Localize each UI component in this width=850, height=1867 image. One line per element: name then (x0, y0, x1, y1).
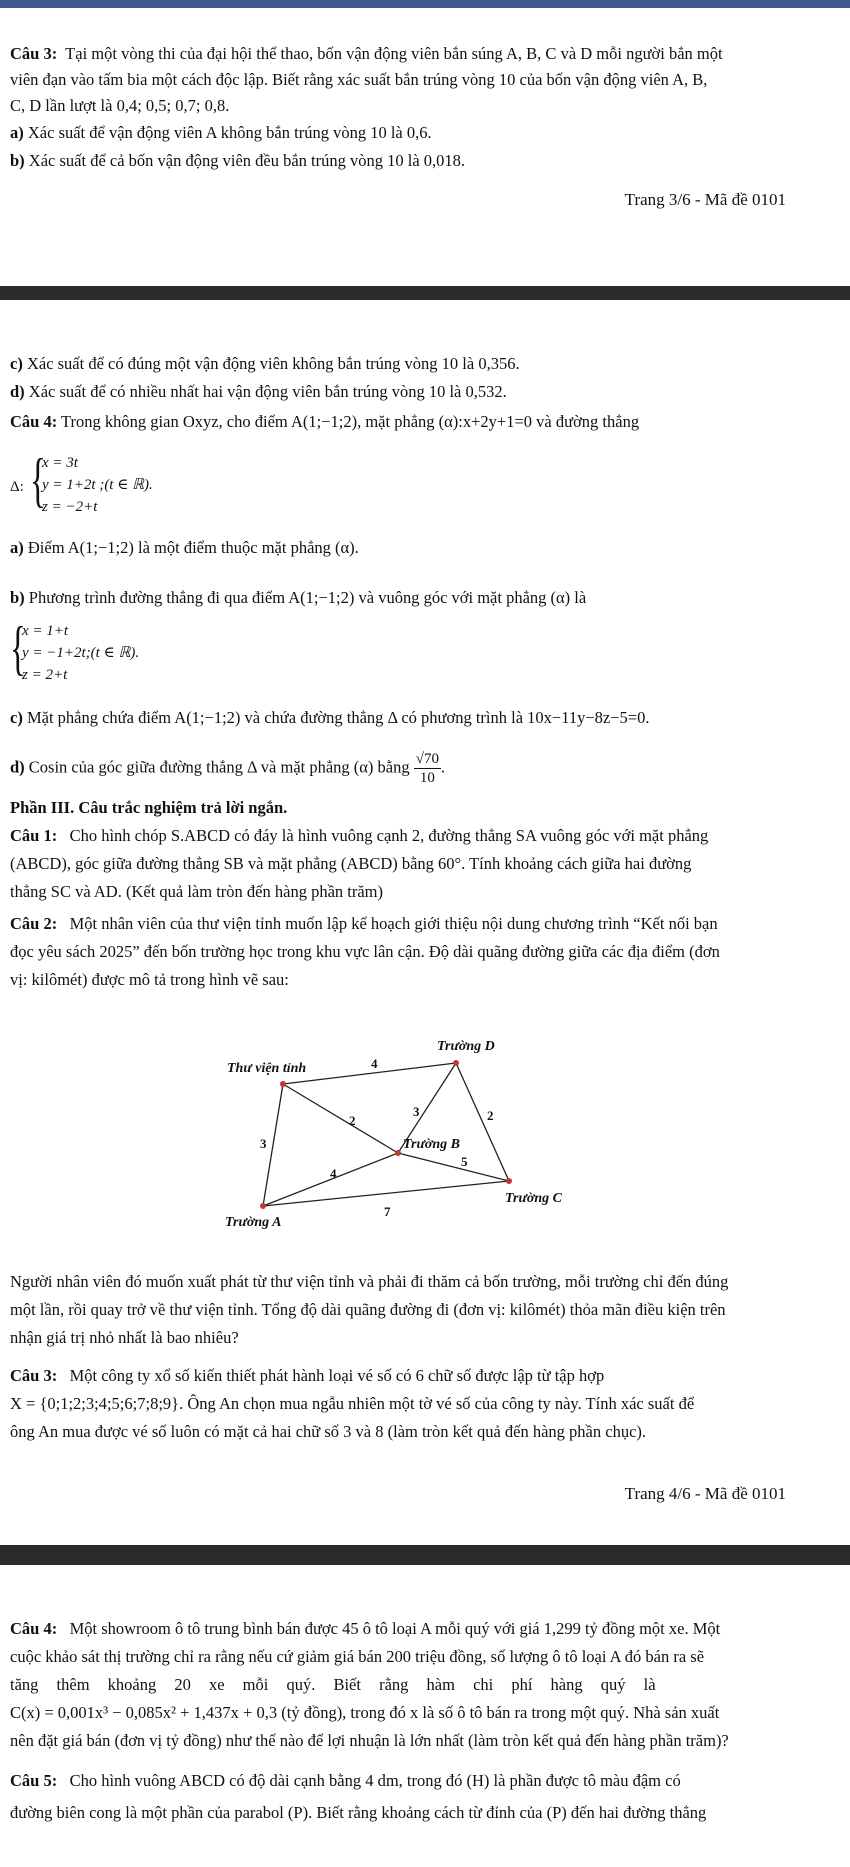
short-q3-line-1: Câu 3: Một công ty xổ số kiến thiết phát hành loại vé số có 6 chữ số được lập từ tập hợp (10, 1366, 605, 1385)
page-number: Trang 3/6 - Mã đề 0101 (624, 190, 786, 209)
weight-lib-D: 4 (371, 1056, 378, 1071)
q4-option-c: c) Mặt phẳng chứa điểm A(1;−1;2) và chứa đường thẳng Δ có phương trình là 10x−11y−8z−5=0. (10, 708, 650, 727)
brace-icon: { (10, 615, 26, 681)
short-q1-line-1: Câu 1: Cho hình chóp S.ABCD có đáy là hình vuông cạnh 2, đường thẳng SA vuông góc với mặt phẳng (10, 826, 709, 845)
q3-option-c: c) Xác suất để có đúng một vận động viên không bắn trúng vòng 10 là 0,356. (10, 354, 520, 373)
page-4: c) Xác suất để có đúng một vận động viên không bắn trúng vòng 10 là 0,356. d) Xác suất để có nhiều nhất hai vận động viên bắn trúng vòng 10 là 0,532. Câu 4: Trong không gian Oxyz, cho điểm A(1;−1;2), mặt phẳng (α):x+2y+1=0 và đường thẳng Δ: { x = 3t y = 1+2t ;(t ∈ ℝ). z = −2+t a) Điểm A(1;−1;2) là một điểm thuộc mặt phẳng (α). b) Phương trình đường thẳng đi qua điểm A(1;−1;2) và vuông góc với mặt phẳng (α) là { x = 1+t y = −1+2t;(t ∈ ℝ). z = 2+t c) Mặt phẳng chứa điểm A(1;−1;2) và chứa đường thẳng Δ có phương trình là 10x−11y−8z−5=0. d) Cosin của góc giữa đường thẳng Δ và mặt phẳng (α) bằng $\frac{√70}{10}$ . Phần III. Câu trắc nghiệm trả lời ngắn. Câu 1: Cho hình chóp S.ABCD có đáy là hình vuông cạnh 2, đường thẳng SA vuông góc với mặt phẳng (ABCD), góc giữa đường thẳng SB và mặt phẳng (ABCD) bằng 60°. Tính khoảng cách giữa hai đường thẳng SC và AD. (Kết quả làm tròn đến hàng phần trăm) Câu 2: Một nhân viên của thư viện tỉnh muốn lập kế hoạch giới thiệu nội dung chương trình “Kết nối bạn đọc yêu sách 2025” đến bốn trường học trong khu vực lân cận. Độ dài quãng đường giữa các địa điểm (đơn vị: kilômét) được mô tả trong hình vẽ sau: Thư viện tỉnh Trường D Trường B Trường A Trường C 4 2 3 3 2 4 5 7 Người nhân viên đó muốn xuất phát từ thư viện tỉnh và phải đi thăm cả bốn trường, mỗi trường chỉ đến đúng một lần, rồi quay trở về thư viện tỉnh. Tổng độ dài quãng đường đi (đơn vị: kilômét) thỏa mãn điều kiện trên nhận giá trị nhỏ nhất là bao nhiêu? Câu 3: Một công ty xổ số kiến thiết phát hành loại vé số có 6 chữ số được lập từ tập hợp X = {0;1;2;3;4;5;6;7;8;9}. Ông An chọn mua ngẫu nhiên một tờ vé số của công ty này. Tính xác suất để ông An mua được vé số luôn có mặt cả hai chữ số 3 và 8 (làm tròn kết quả đến hàng phần chục). Trang 4/6 - Mã đề 0101 (0, 300, 850, 1545)
q4-option-d: d) Cosin của góc giữa đường thẳng Δ và mặt phẳng (α) bằng $\frac{√70}{10}$ . (10, 751, 446, 786)
node-A (260, 1203, 266, 1209)
label-D: Trường D (437, 1039, 495, 1054)
page-number: Trang 4/6 - Mã đề 0101 (624, 1484, 786, 1503)
weight-lib-B: 2 (349, 1113, 356, 1128)
question-3-line-1: Câu 3: Tại một vòng thi của đại hội thể thao, bốn vận động viên bắn súng A, B, C và D mỗi người bắn một (10, 44, 723, 63)
short-q2-line-2: đọc yêu sách 2025” đến bốn trường học trong khu vực lân cận. Độ dài quãng đường giữa các địa điểm (đơn (10, 942, 720, 961)
weight-A-B: 4 (330, 1166, 337, 1181)
short-q2-line-4: Người nhân viên đó muốn xuất phát từ thư viện tỉnh và phải đi thăm cả bốn trường, mỗi trường chỉ đến đúng (10, 1272, 729, 1291)
label-B: Trường B (403, 1137, 461, 1152)
edge-lib-B (283, 1084, 398, 1153)
weight-A-C: 7 (384, 1204, 391, 1219)
route-diagram (215, 1038, 585, 1248)
short-q2-line-6: nhận giá trị nhỏ nhất là bao nhiêu? (10, 1328, 239, 1347)
short-q2-line-3: vị: kilômét) được mô tả trong hình vẽ sau: (10, 970, 289, 989)
node-C (506, 1178, 512, 1184)
label-lib: Thư viện tỉnh (227, 1061, 307, 1076)
short-q4-line-3: tăng thêm khoảng 20 xe mỗi quý. Biết rằng hàm chi phí hàng quý là (10, 1675, 656, 1694)
q4-option-a: a) Điểm A(1;−1;2) là một điểm thuộc mặt phẳng (α). (10, 538, 359, 557)
weight-D-C: 2 (487, 1108, 494, 1123)
edge-B-C (398, 1153, 509, 1181)
weight-lib-A: 3 (260, 1136, 267, 1151)
page-5-fragment (0, 1565, 850, 1867)
q3-title: Câu 3: (10, 44, 58, 63)
q3-option-a: a) Xác suất để vận động viên A không bắn trúng vòng 10 là 0,6. (10, 123, 432, 142)
q4-option-b: b) Phương trình đường thẳng đi qua điểm A(1;−1;2) và vuông góc với mặt phẳng (α) là (10, 588, 587, 607)
short-q4-line-4: C(x) = 0,001x³ − 0,085x² + 1,437x + 0,3 (tỷ đồng), trong đó x là số ô tô bán ra trong một quý. Nhà sản xuất (10, 1703, 720, 1722)
edge-lib-D (283, 1063, 456, 1084)
edge-A-C (263, 1181, 509, 1206)
weight-D-B: 3 (413, 1104, 420, 1119)
label-A: Trường A (225, 1215, 282, 1230)
short-q5-line-2: đường biên cong là một phần của parabol (P). Biết rằng khoảng cách từ đỉnh của (P) đến hai đường thẳng (10, 1803, 707, 1822)
question-4-line-1: Câu 4: Trong không gian Oxyz, cho điểm A(1;−1;2), mặt phẳng (α):x+2y+1=0 và đường thẳng (10, 412, 640, 431)
weight-B-C: 5 (461, 1154, 468, 1169)
node-B (395, 1150, 401, 1156)
top-bar (0, 0, 850, 8)
short-q1-line-3: thẳng SC và AD. (Kết quả làm tròn đến hàng phần trăm) (10, 882, 383, 901)
short-q5-line-1: Câu 5: Cho hình vuông ABCD có độ dài cạnh bằng 4 dm, trong đó (H) là phần được tô màu đậm có (10, 1771, 681, 1790)
node-lib (280, 1081, 286, 1087)
short-q3-line-2: X = {0;1;2;3;4;5;6;7;8;9}. Ông An chọn mua ngẫu nhiên một tờ vé số của công ty này. Tính xác suất để (10, 1394, 695, 1413)
q3-option-d: d) Xác suất để có nhiều nhất hai vận động viên bắn trúng vòng 10 là 0,532. (10, 382, 507, 401)
short-q4-line-2: cuộc khảo sát thị trường chỉ ra rằng nếu cứ giảm giá bán 200 triệu đồng, số lượng ô tô loại A đó bán ra sẽ (10, 1647, 705, 1666)
q3-option-b: b) Xác suất để cả bốn vận động viên đều bắn trúng vòng 10 là 0,018. (10, 151, 466, 170)
label-C: Trường C (505, 1191, 563, 1206)
page-3-fragment (0, 8, 850, 286)
short-q2-line-1: Câu 2: Một nhân viên của thư viện tỉnh muốn lập kế hoạch giới thiệu nội dung chương trình “Kết nối bạn (10, 914, 718, 933)
brace-icon: { (30, 447, 46, 513)
short-q4-line-1: Câu 4: Một showroom ô tô trung bình bán được 45 ô tô loại A mỗi quý với giá 1,299 tỷ đồng một xe. Một (10, 1619, 721, 1638)
fraction: $\frac{√70}{10}$ (415, 751, 439, 786)
part-3-heading: Phần III. Câu trắc nghiệm trả lời ngắn. (10, 798, 288, 817)
node-D (453, 1060, 459, 1066)
question-3-line-2: viên đạn vào tấm bia một cách độc lập. Biết rằng xác suất bắn trúng vòng 10 của bốn vận động viên A, B, (10, 70, 708, 89)
short-q2-line-5: một lần, rồi quay trở về thư viện tỉnh. Tổng độ dài quãng đường đi (đơn vị: kilômét) thỏa mãn điều kiện trên (10, 1300, 726, 1319)
short-q4-line-5: nên đặt giá bán (đơn vị tỷ đồng) như thế nào để lợi nhuận là lớn nhất (làm tròn kết quả đến hàng phần trăm)? (10, 1731, 729, 1750)
question-3-line-3: C, D lần lượt là 0,4; 0,5; 0,7; 0,8. (10, 96, 230, 115)
short-q1-line-2: (ABCD), góc giữa đường thẳng SB và mặt phẳng (ABCD) bằng 60°. Tính khoảng cách giữa hai đường (10, 854, 692, 873)
short-q3-line-3: ông An mua được vé số luôn có mặt cả hai chữ số 3 và 8 (làm tròn kết quả đến hàng phần chục). (10, 1422, 647, 1441)
